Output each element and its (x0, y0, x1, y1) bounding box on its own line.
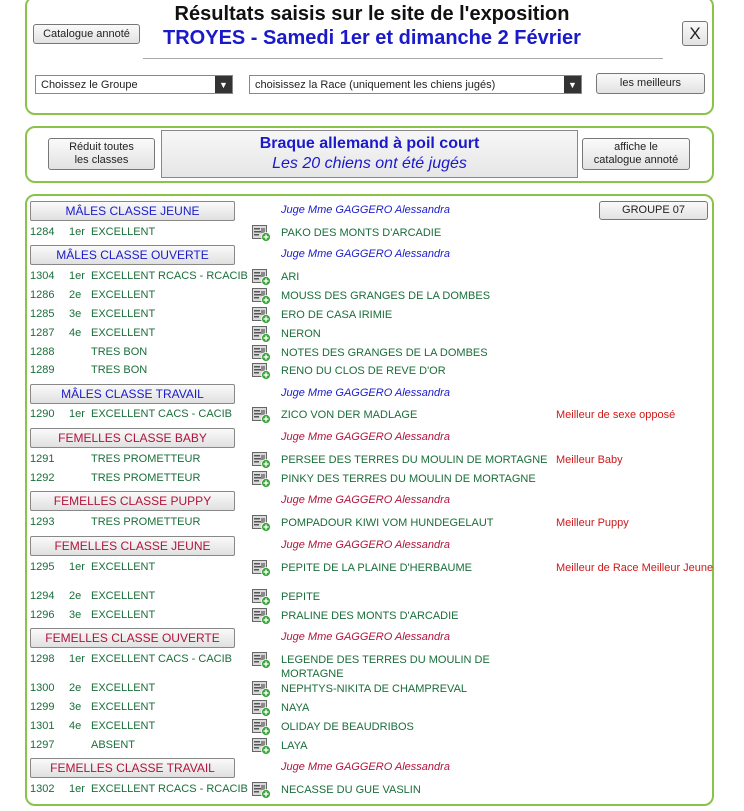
dog-name: POMPADOUR KIWI VOM HUNDEGELAUT (281, 517, 494, 529)
dog-name: OLIDAY DE BEAUDRIBOS (281, 721, 414, 733)
judge-name: Juge Mme GAGGERO Alessandra (281, 204, 450, 216)
rank: 3e (69, 609, 82, 621)
rank: 2e (69, 590, 82, 602)
qualification: EXCELLENT (91, 590, 156, 602)
judged-status: Les 20 chiens ont été jugés (272, 155, 467, 172)
catalogue-entry-icon[interactable] (252, 681, 271, 698)
show-catalogue-button[interactable]: affiche le catalogue annoté (582, 138, 690, 170)
dog-name: PINKY DES TERRES DU MOULIN DE MORTAGNE (281, 473, 536, 485)
catalogue-entry-icon[interactable] (252, 652, 271, 669)
header-divider (143, 58, 663, 59)
rank: 3e (69, 701, 82, 713)
catalogue-entry-icon[interactable] (252, 269, 271, 286)
catalogue-entry-icon[interactable] (252, 345, 271, 362)
rank: 1er (69, 270, 85, 282)
dog-name: NECASSE DU GUE VASLIN (281, 784, 421, 796)
rank: 2e (69, 289, 82, 301)
catalogue-number: 1300 (30, 682, 55, 694)
judge-name: Juge Mme GAGGERO Alessandra (281, 248, 450, 260)
judge-name: Juge Mme GAGGERO Alessandra (281, 761, 450, 773)
catalogue-entry-icon[interactable] (252, 515, 271, 532)
catalogue-number: 1304 (30, 270, 55, 282)
catalogue-number: 1286 (30, 289, 55, 301)
rank: 1er (69, 408, 85, 420)
dog-name: PAKO DES MONTS D'ARCADIE (281, 227, 442, 239)
qualification: EXCELLENT (91, 327, 156, 339)
catalogue-entry-icon[interactable] (252, 782, 271, 799)
award: Meilleur de sexe opposé (556, 409, 676, 421)
judge-name: Juge Mme GAGGERO Alessandra (281, 631, 450, 643)
rank: 1er (69, 561, 85, 573)
dog-name: PEPITE (281, 591, 321, 603)
dog-name: ARI (281, 271, 300, 283)
qualification: EXCELLENT (91, 609, 156, 621)
page-subtitle: TROYES - Samedi 1er et dimanche 2 Février (163, 27, 581, 49)
class-header-button[interactable]: FEMELLES CLASSE JEUNE (30, 536, 235, 556)
catalogue-number: 1295 (30, 561, 55, 573)
qualification: EXCELLENT (91, 308, 156, 320)
rank: 1er (69, 226, 85, 238)
catalogue-entry-icon[interactable] (252, 326, 271, 343)
catalogue-number: 1291 (30, 453, 55, 465)
catalogue-entry-icon[interactable] (252, 471, 271, 488)
qualification: EXCELLENT (91, 682, 156, 694)
class-header-button[interactable]: FEMELLES CLASSE BABY (30, 428, 235, 448)
catalogue-entry-icon[interactable] (252, 560, 271, 577)
rank: 3e (69, 308, 82, 320)
catalogue-entry-icon[interactable] (252, 700, 271, 717)
qualification: EXCELLENT RCACS - RCACIB (91, 270, 248, 282)
dog-name: MOUSS DES GRANGES DE LA DOMBES (281, 290, 491, 302)
catalogue-entry-icon[interactable] (252, 589, 271, 606)
award: Meilleur de Race Meilleur Jeune (556, 562, 714, 574)
qualification: EXCELLENT CACS - CACIB (91, 653, 233, 665)
judge-name: Juge Mme GAGGERO Alessandra (281, 431, 450, 443)
catalogue-number: 1293 (30, 516, 55, 528)
award: Meilleur Puppy (556, 517, 629, 529)
close-button[interactable]: X (682, 21, 708, 46)
catalogue-number: 1297 (30, 739, 55, 751)
group-select[interactable] (35, 75, 233, 94)
group-badge[interactable]: GROUPE 07 (599, 201, 708, 220)
catalogue-number: 1296 (30, 609, 55, 621)
catalogue-entry-icon[interactable] (252, 719, 271, 736)
reduce-classes-button[interactable]: Réduit toutes les classes (48, 138, 155, 170)
rank: 4e (69, 327, 82, 339)
dog-name: NEPHTYS-NIKITA DE CHAMPREVAL (281, 683, 468, 695)
catalogue-entry-icon[interactable] (252, 452, 271, 469)
judge-name: Juge Mme GAGGERO Alessandra (281, 494, 450, 506)
qualification: EXCELLENT (91, 289, 156, 301)
catalogue-number: 1287 (30, 327, 55, 339)
catalogue-number: 1301 (30, 720, 55, 732)
dog-name: RENO DU CLOS DE REVE D'OR (281, 365, 446, 377)
qualification: EXCELLENT (91, 561, 156, 573)
qualification: TRES BON (91, 364, 148, 376)
award: Meilleur Baby (556, 454, 623, 466)
catalogue-number: 1292 (30, 472, 55, 484)
catalogue-entry-icon[interactable] (252, 307, 271, 324)
rank: 1er (69, 653, 85, 665)
class-header-button[interactable]: FEMELLES CLASSE PUPPY (30, 491, 235, 511)
rank: 1er (69, 783, 85, 795)
judge-name: Juge Mme GAGGERO Alessandra (281, 539, 450, 551)
catalogue-number: 1288 (30, 346, 55, 358)
dog-name: NOTES DES GRANGES DE LA DOMBES (281, 347, 488, 359)
catalogue-annote-button[interactable]: Catalogue annoté (33, 24, 140, 44)
catalogue-entry-icon[interactable] (252, 738, 271, 755)
dog-name: ZICO VON DER MADLAGE (281, 409, 418, 421)
qualification: TRES BON (91, 346, 148, 358)
qualification: TRES PROMETTEUR (91, 472, 201, 484)
catalogue-number: 1284 (30, 226, 55, 238)
catalogue-number: 1298 (30, 653, 55, 665)
rank: 2e (69, 682, 82, 694)
breed-header (161, 130, 578, 178)
qualification: TRES PROMETTEUR (91, 453, 201, 465)
catalogue-number: 1302 (30, 783, 55, 795)
catalogue-entry-icon[interactable] (252, 608, 271, 625)
chevron-down-icon: ▼ (215, 76, 232, 93)
qualification: ABSENT (91, 739, 136, 751)
catalogue-number: 1289 (30, 364, 55, 376)
catalogue-entry-icon[interactable] (252, 288, 271, 305)
class-header-button[interactable]: MÂLES CLASSE OUVERTE (30, 245, 235, 265)
dog-name: ERO DE CASA IRIMIE (281, 309, 393, 321)
catalogue-number: 1294 (30, 590, 55, 602)
judge-name: Juge Mme GAGGERO Alessandra (281, 387, 450, 399)
class-header-button[interactable]: MÂLES CLASSE JEUNE (30, 201, 235, 221)
race-select-value: choisissez la Race (uniquement les chiens jugés) (255, 78, 496, 91)
qualification: EXCELLENT RCACS - RCACIB (91, 783, 248, 795)
dog-name: LEGENDE DES TERRES DU MOULIN DE MORTAGNE (281, 654, 490, 680)
class-header-button[interactable]: MÂLES CLASSE TRAVAIL (30, 384, 235, 404)
class-header-button[interactable]: FEMELLES CLASSE OUVERTE (30, 628, 235, 648)
chevron-down-icon: ▼ (564, 76, 581, 93)
catalogue-entry-icon[interactable] (252, 407, 271, 424)
les-meilleurs-button[interactable]: les meilleurs (596, 73, 705, 94)
race-select[interactable] (249, 75, 582, 94)
catalogue-number: 1285 (30, 308, 55, 320)
dog-name: NAYA (281, 702, 310, 714)
dog-name: PRALINE DES MONTS D'ARCADIE (281, 610, 459, 622)
qualification: EXCELLENT (91, 720, 156, 732)
catalogue-number: 1299 (30, 701, 55, 713)
qualification: EXCELLENT CACS - CACIB (91, 408, 233, 420)
breed-name: Braque allemand à poil court (259, 135, 480, 152)
class-header-button[interactable]: FEMELLES CLASSE TRAVAIL (30, 758, 235, 778)
dog-name: PEPITE DE LA PLAINE D'HERBAUME (281, 562, 472, 574)
qualification: EXCELLENT (91, 226, 156, 238)
dog-name: NERON (281, 328, 321, 340)
catalogue-number: 1290 (30, 408, 55, 420)
page-title: Résultats saisis sur le site de l'exposition (174, 3, 570, 25)
qualification: EXCELLENT (91, 701, 156, 713)
qualification: TRES PROMETTEUR (91, 516, 201, 528)
rank: 4e (69, 720, 82, 732)
catalogue-entry-icon[interactable] (252, 363, 271, 380)
dog-name: LAYA (281, 740, 308, 752)
catalogue-entry-icon[interactable] (252, 225, 271, 242)
dog-name: PERSEE DES TERRES DU MOULIN DE MORTAGNE (281, 454, 548, 466)
group-select-value: Choissez le Groupe (41, 78, 138, 91)
